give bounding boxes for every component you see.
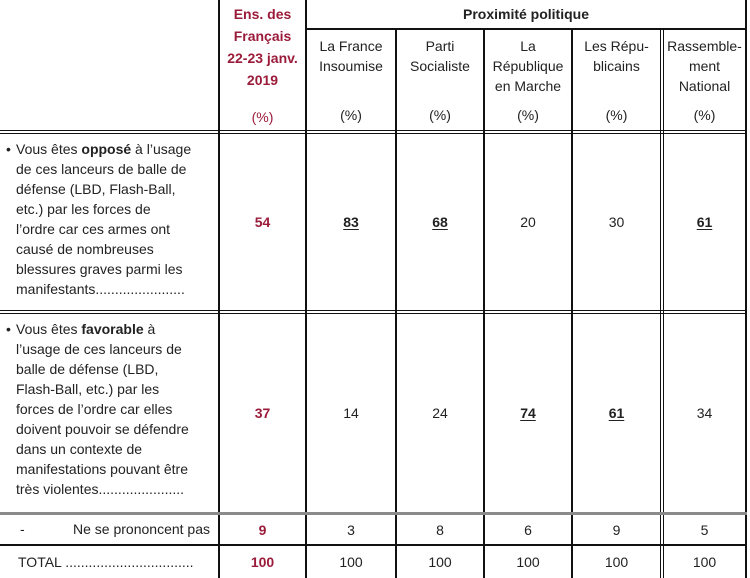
proximite-title: Proximité politique <box>462 6 589 22</box>
label-text: à <box>143 321 156 337</box>
col-header-rn <box>664 30 745 130</box>
label-line: blessures graves parmi les <box>16 261 183 277</box>
row-label-first-line <box>6 319 218 339</box>
col-header-line: Insoumise <box>319 58 383 74</box>
ens-value: 100 <box>250 554 275 570</box>
dash: - <box>20 521 25 537</box>
row-label-oppose <box>6 139 218 299</box>
col-header-line: La France <box>319 38 383 54</box>
ens-value: 37 <box>254 405 271 421</box>
row-label-favorable <box>6 319 218 499</box>
col-header-line: Parti <box>425 38 455 54</box>
value-lfi: 83 <box>343 214 359 230</box>
label-line: l’usage de ces lanceurs de <box>16 341 182 357</box>
col-line-right <box>745 0 747 578</box>
col-unit: (%) <box>429 107 451 123</box>
col-header-line: National <box>678 78 731 94</box>
value-ps: 8 <box>436 521 444 538</box>
label-bold: favorable <box>81 321 144 337</box>
value-lfi: 100 <box>339 554 363 570</box>
col-unit: (%) <box>605 107 628 123</box>
row-label-nsp <box>0 515 218 544</box>
col-header-line: République <box>492 58 564 74</box>
ens-title-line: 2019 <box>246 72 279 88</box>
col-header-line: blicains <box>593 58 640 74</box>
value-lfi: 14 <box>343 405 359 421</box>
label-line: doivent pouvoir se défendre <box>16 421 189 437</box>
row1-bottom-line-a <box>0 310 747 311</box>
col-header-lfi <box>307 30 395 130</box>
col-header-line: en Marche <box>494 78 562 94</box>
label-line: manifestations pouvant être <box>16 461 188 477</box>
label-line: très violentes...................... <box>16 481 185 497</box>
col-header-line: Les Répu- <box>584 38 649 54</box>
row-label-first-line <box>6 139 218 159</box>
ens-value: 54 <box>254 214 271 230</box>
label-line: causé de nombreuses <box>16 241 154 257</box>
col-header-line: ment <box>688 58 721 74</box>
label-line: etc.) par les forces de <box>16 201 151 217</box>
col-line-4a <box>660 29 661 578</box>
col-unit: (%) <box>693 107 716 123</box>
label-line: balle de défense (LBD, <box>16 361 159 377</box>
ens-header <box>220 0 305 130</box>
label-line: forces de l’ordre car elles <box>16 401 173 417</box>
value-rn: 100 <box>692 554 717 570</box>
value-lr: 9 <box>612 521 621 538</box>
ens-unit: (%) <box>251 109 274 125</box>
label-bold: opposé <box>81 141 132 157</box>
nsp-label: Ne se prononcent pas <box>73 521 210 537</box>
bullet-icon: • <box>6 321 11 337</box>
header-bottom-line-a <box>0 130 747 131</box>
label-line: Flash-Ball, etc.) par les <box>16 381 160 397</box>
col-header-line: Socialiste <box>410 58 470 74</box>
ens-title-line: Français <box>233 28 292 44</box>
value-lfi: 3 <box>347 521 355 538</box>
col-header-lrem <box>485 30 571 130</box>
col-unit: (%) <box>340 107 362 123</box>
col-header-line: Rassemble- <box>667 38 742 54</box>
label-line: de ces lanceurs de balle de <box>16 161 187 177</box>
value-lrem: 20 <box>520 214 536 230</box>
ens-value: 9 <box>258 521 267 538</box>
label-text: à l’usage <box>131 141 192 157</box>
row-label-total: TOTAL ................................. <box>18 554 194 570</box>
value-lrem: 74 <box>520 405 536 421</box>
label-line: dans un contexte de <box>16 441 143 457</box>
value-rn: 61 <box>696 214 713 230</box>
value-lr: 30 <box>608 214 625 230</box>
label-line: défense (LBD, Flash-Ball, <box>16 181 176 197</box>
value-rn: 34 <box>696 405 713 421</box>
value-ps: 24 <box>432 405 448 421</box>
label-text: Vous êtes <box>16 141 82 157</box>
value-ps: 68 <box>432 214 448 230</box>
col-header-ps <box>397 30 483 130</box>
bullet-icon: • <box>6 141 11 157</box>
value-ps: 100 <box>428 554 452 570</box>
value-lr: 61 <box>608 405 625 421</box>
col-header-line: La <box>520 38 536 54</box>
ens-title-line: Ens. des <box>233 6 292 22</box>
value-lrem: 6 <box>524 521 532 538</box>
value-rn: 5 <box>700 521 709 538</box>
proximite-header <box>307 0 745 28</box>
value-lr: 100 <box>604 554 629 570</box>
col-unit: (%) <box>517 107 539 123</box>
label-line: manifestants....................... <box>16 281 185 297</box>
value-lrem: 100 <box>516 554 540 570</box>
label-line: l’ordre car ces armes ont <box>16 221 171 237</box>
label-text: Vous êtes <box>16 321 82 337</box>
ens-title-line: 22-23 janv. <box>227 50 298 66</box>
col-header-lr <box>573 30 660 130</box>
